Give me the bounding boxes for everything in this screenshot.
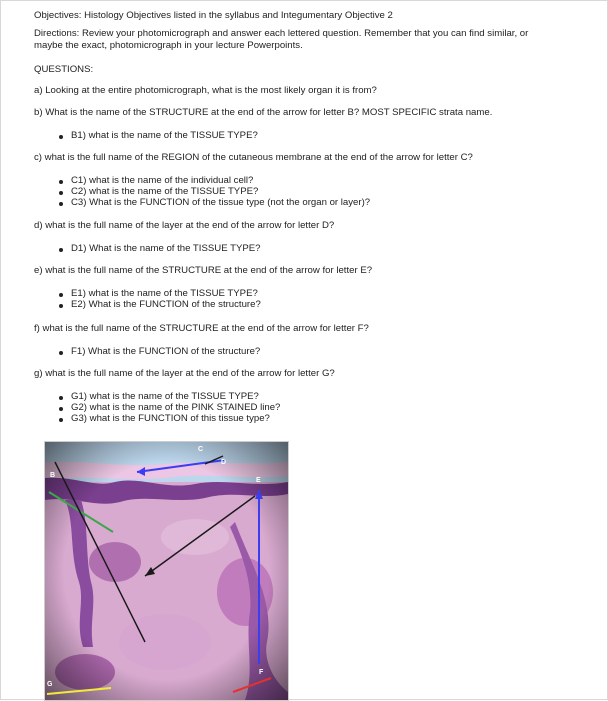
question-c2: C2) what is the name of the TISSUE TYPE? <box>71 186 259 197</box>
objectives-text: Objectives: Histology Objectives listed in the syllabus and Integumentary Objective 2 <box>34 10 393 21</box>
label-b: B <box>50 472 56 479</box>
questions-heading: QUESTIONS: <box>34 64 94 75</box>
question-g1: G1) what is the name of the TISSUE TYPE? <box>71 391 259 402</box>
question-e1: E1) what is the name of the TISSUE TYPE? <box>71 288 258 299</box>
question-b: b) What is the name of the STRUCTURE at the end of the arrow for letter B? MOST SPECIFIC strata name. <box>34 107 493 118</box>
question-d1: D1) What is the name of the TISSUE TYPE? <box>71 243 261 254</box>
question-e: e) what is the full name of the STRUCTURE at the end of the arrow for letter E? <box>34 265 373 276</box>
vignette <box>45 442 288 700</box>
bullet <box>59 418 63 422</box>
bullet <box>59 202 63 206</box>
bullet <box>59 293 63 297</box>
photomicrograph-drawing <box>45 442 288 700</box>
label-g: G <box>47 681 53 688</box>
question-e2: E2) What is the FUNCTION of the structure? <box>71 299 261 310</box>
bullet <box>59 407 63 411</box>
question-g2: G2) what is the name of the PINK STAINED line? <box>71 402 281 413</box>
bullet <box>59 248 63 252</box>
label-c: C <box>198 446 204 453</box>
question-g: g) what is the full name of the layer at the end of the arrow for letter G? <box>34 368 335 379</box>
label-d: D <box>221 459 227 466</box>
question-g3: G3) what is the FUNCTION of this tissue type? <box>71 413 270 424</box>
bullet <box>59 135 63 139</box>
question-c3: C3) What is the FUNCTION of the tissue type (not the organ or layer)? <box>71 197 371 208</box>
bullet <box>59 351 63 355</box>
directions-line-1: Directions: Review your photomicrograph and answer each lettered question. Remember that you can find similar, or <box>34 28 529 39</box>
bullet <box>59 304 63 308</box>
bullet <box>59 180 63 184</box>
question-b1: B1) what is the name of the TISSUE TYPE? <box>71 130 258 141</box>
skin-photomicrograph <box>44 441 289 701</box>
question-f1: F1) What is the FUNCTION of the structure? <box>71 346 261 357</box>
question-c1: C1) what is the name of the individual cell? <box>71 175 254 186</box>
question-d: d) what is the full name of the layer at the end of the arrow for letter D? <box>34 220 335 231</box>
label-f: F <box>259 669 264 676</box>
label-e: E <box>256 477 261 484</box>
question-f: f) what is the full name of the STRUCTURE at the end of the arrow for letter F? <box>34 323 369 334</box>
bullet <box>59 396 63 400</box>
question-c: c) what is the full name of the REGION of the cutaneous membrane at the end of the arrow for letter C? <box>34 152 473 163</box>
question-a: a) Looking at the entire photomicrograph, what is the most likely organ it is from? <box>34 85 377 96</box>
directions-line-2: maybe the exact, photomicrograph in your lecture Powerpoints. <box>34 40 303 51</box>
bullet <box>59 191 63 195</box>
